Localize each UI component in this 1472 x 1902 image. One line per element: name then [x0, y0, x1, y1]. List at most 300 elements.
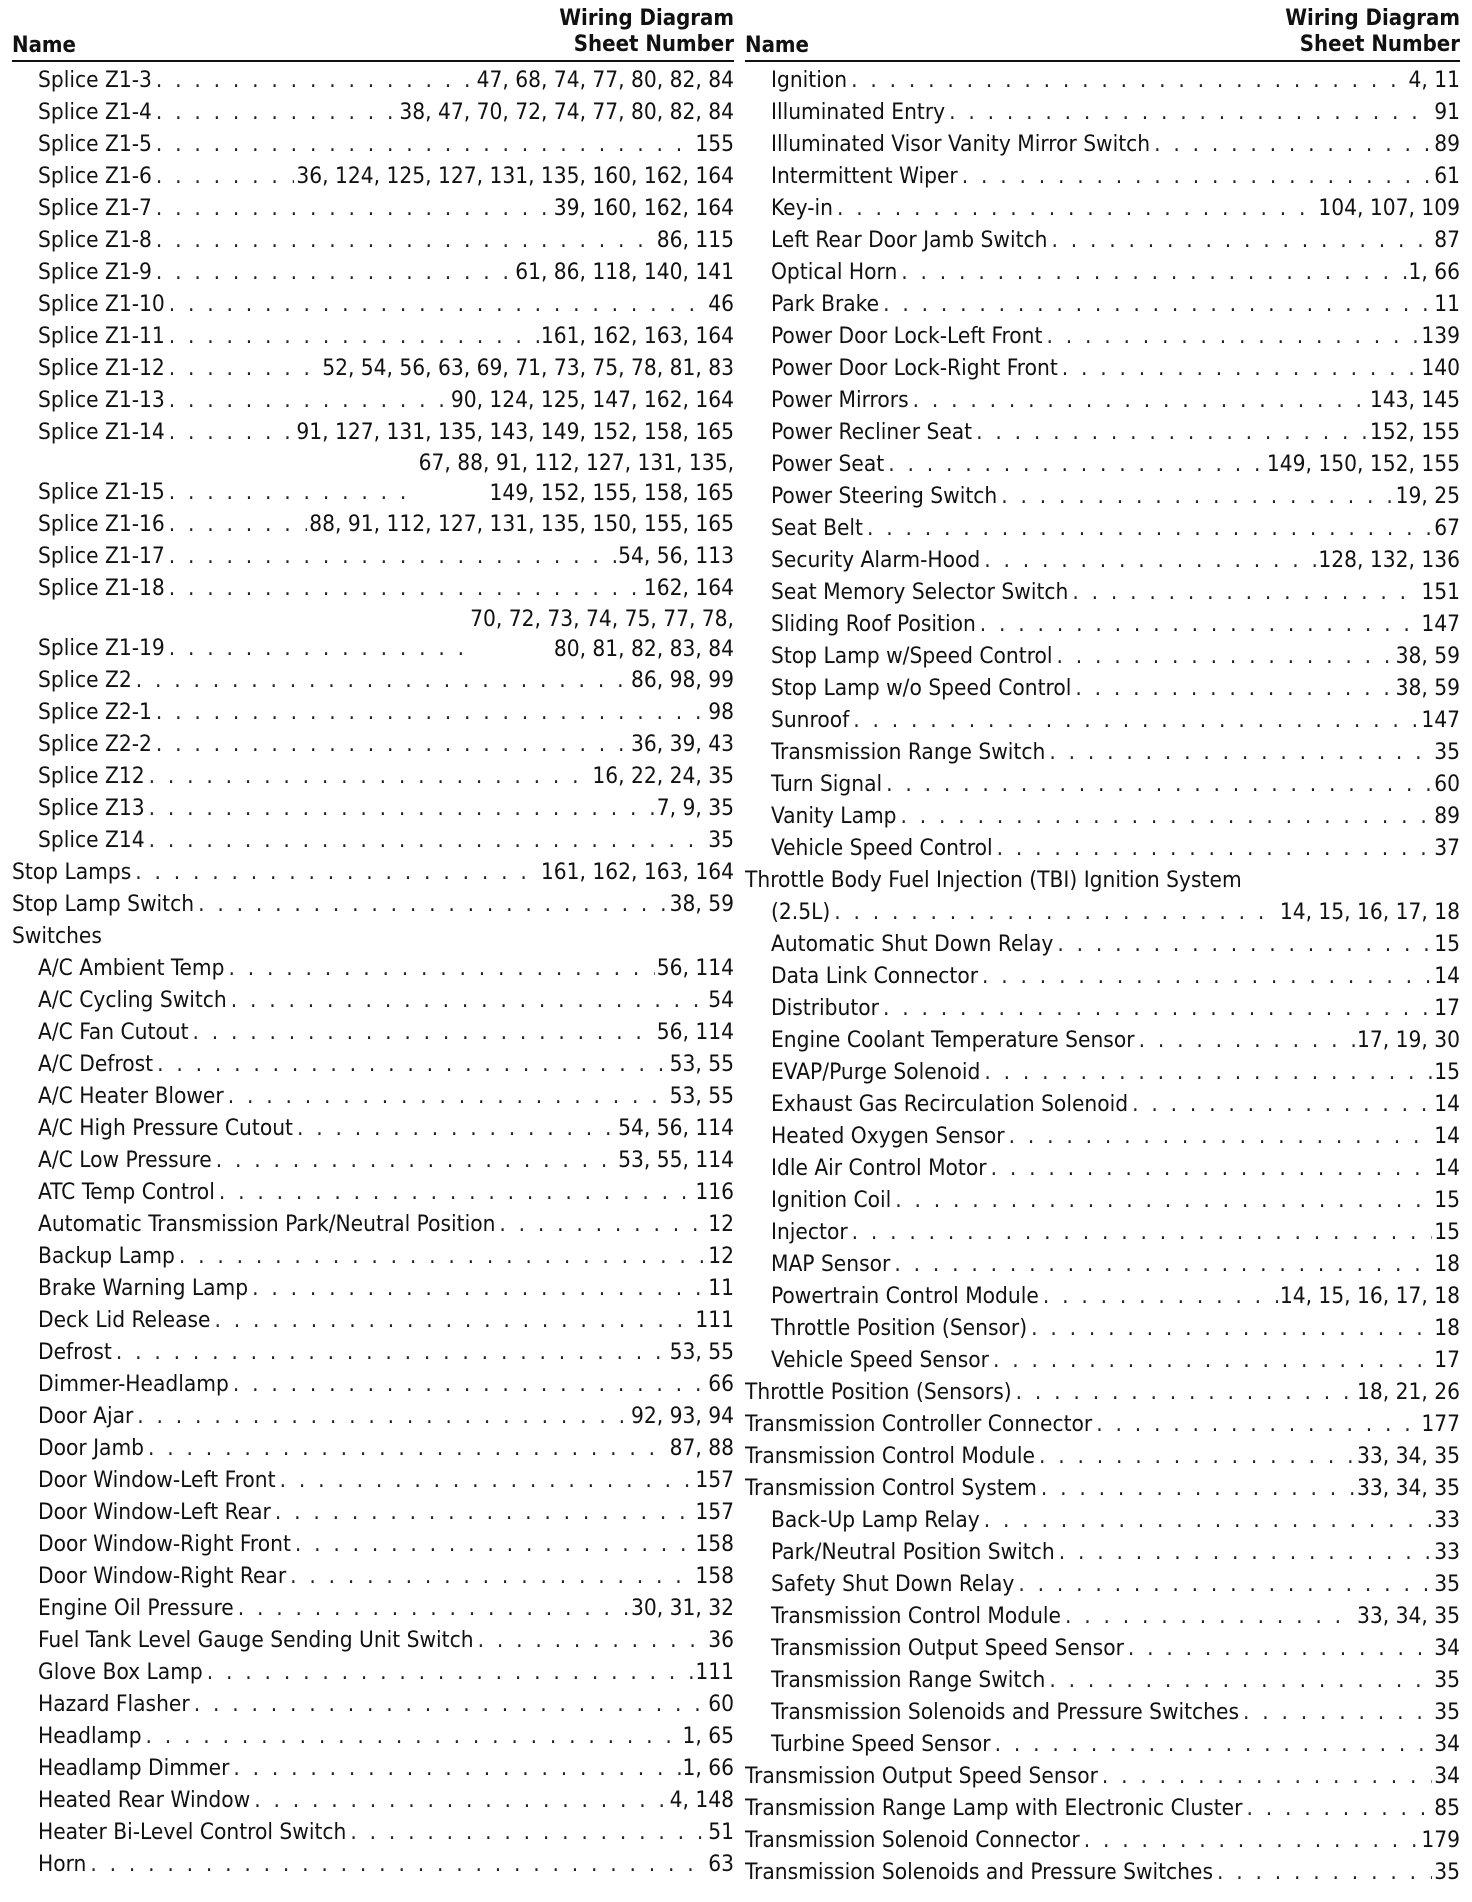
dot-leader — [976, 416, 1368, 448]
entry-sheet-numbers: 158 — [695, 1563, 734, 1589]
entry-name: EVAP/Purge Solenoid — [771, 1056, 984, 1088]
index-entry — [12, 1016, 734, 1048]
entry-sheet-numbers: 61 — [1434, 163, 1460, 189]
index-entry — [12, 1720, 734, 1752]
index-entry — [745, 1216, 1460, 1248]
entry-sheet-numbers: 53, 55 — [669, 1051, 734, 1077]
entry-name: Splice Z1-4 — [38, 96, 156, 128]
dot-leader — [895, 1184, 1432, 1216]
index-entry — [12, 664, 734, 696]
entry-name: Splice Z1-5 — [38, 128, 156, 160]
entry-name: Stop Lamp w/o Speed Control — [771, 672, 1075, 704]
entry-name: Dimmer-Headlamp — [38, 1368, 233, 1400]
dot-leader — [275, 1496, 694, 1528]
entry-name: Deck Lid Release — [38, 1304, 215, 1336]
entry-name: A/C Defrost — [38, 1048, 157, 1080]
entry-name: Splice Z2-2 — [38, 728, 156, 760]
index-entry — [12, 416, 734, 448]
index-entry — [745, 1696, 1460, 1728]
dot-leader — [169, 572, 642, 604]
entry-sheet-numbers: 15 — [1434, 1187, 1460, 1213]
entry-name: Headlamp Dimmer — [38, 1752, 233, 1784]
entry-sheet-numbers: 17, 19, 30 — [1357, 1027, 1460, 1053]
entry-sheet-numbers: 155 — [695, 131, 734, 157]
index-entry — [745, 800, 1460, 832]
entry-name: Door Window-Left Front — [38, 1464, 280, 1496]
entry-name: Splice Z13 — [38, 792, 149, 824]
entry-name: Heated Oxygen Sensor — [771, 1120, 1009, 1152]
entry-name: Stop Lamp w/Speed Control — [771, 640, 1057, 672]
entry-sheet-numbers: 4, 11 — [1408, 67, 1460, 93]
entry-name: Splice Z1-8 — [38, 224, 156, 256]
dot-leader — [156, 160, 294, 192]
index-entry — [745, 224, 1460, 256]
index-entry — [745, 992, 1460, 1024]
dot-leader — [157, 1048, 668, 1080]
entry-sheet-numbers: 54, 56, 114 — [618, 1115, 734, 1141]
dot-leader — [901, 256, 1406, 288]
entry-name: Splice Z1-11 — [38, 320, 169, 352]
index-entry — [745, 1344, 1460, 1376]
entry-sheet-numbers: 86, 98, 99 — [631, 667, 734, 693]
entry-sheet-numbers: 39, 160, 162, 164 — [553, 195, 734, 221]
dot-leader — [228, 1080, 668, 1112]
index-entry — [745, 1568, 1460, 1600]
index-entry — [745, 864, 1460, 896]
dot-leader — [156, 96, 397, 128]
entry-name: Stop Lamps — [12, 856, 135, 888]
entry-sheet-numbers: 63 — [708, 1851, 734, 1877]
entry-sheet-numbers: 36, 124, 125, 127, 131, 135, 160, 162, 164 — [296, 163, 734, 189]
entry-sheet-numbers: 36, 39, 43 — [631, 731, 734, 757]
index-entry — [12, 1368, 734, 1400]
index-entry — [745, 1472, 1460, 1504]
dot-leader — [169, 320, 539, 352]
entry-sheet-numbers: 18 — [1434, 1251, 1460, 1277]
entry-sheet-numbers: 33 — [1434, 1507, 1460, 1533]
dot-leader — [90, 1848, 706, 1880]
entry-sheet-numbers: 91, 127, 131, 135, 143, 149, 152, 158, 165 — [296, 419, 734, 445]
entry-sheet-numbers: 33, 34, 35 — [1357, 1475, 1460, 1501]
entry-name: Key-in — [771, 192, 837, 224]
dot-leader — [1001, 480, 1393, 512]
entry-name: Transmission Solenoids and Pressure Switches — [771, 1696, 1243, 1728]
entry-name: Power Steering Switch — [771, 480, 1001, 512]
entry-sheet-numbers: 161, 162, 163, 164 — [540, 859, 734, 885]
index-entry — [12, 160, 734, 192]
entry-name: Splice Z1-14 — [38, 416, 169, 448]
entry-name: Transmission Output Speed Sensor — [745, 1760, 1102, 1792]
dot-leader — [135, 856, 539, 888]
dot-leader — [156, 696, 706, 728]
dot-leader — [350, 1816, 706, 1848]
dot-leader — [1057, 928, 1432, 960]
index-entry — [745, 1408, 1460, 1440]
index-entry — [12, 1624, 734, 1656]
index-entry — [12, 1240, 734, 1272]
entry-sheet-numbers: 60 — [708, 1691, 734, 1717]
entry-name: Splice Z1-13 — [38, 384, 169, 416]
index-entry — [12, 1272, 734, 1304]
dot-leader — [156, 728, 629, 760]
column-header — [12, 8, 734, 62]
dot-leader — [1243, 1696, 1432, 1728]
dot-leader — [149, 824, 707, 856]
dot-leader — [1049, 736, 1432, 768]
entry-sheet-numbers: 17 — [1434, 1347, 1460, 1373]
index-entry — [745, 1728, 1460, 1760]
index-entry — [745, 416, 1460, 448]
dot-leader — [216, 1144, 616, 1176]
entry-name: Door Jamb — [38, 1432, 148, 1464]
index-entry — [745, 608, 1460, 640]
entry-sheet-numbers: 38, 59 — [1395, 643, 1460, 669]
entry-name: Splice Z1-10 — [38, 288, 169, 320]
entry-name: Engine Oil Pressure — [38, 1592, 238, 1624]
entry-sheet-numbers: 34 — [1434, 1635, 1460, 1661]
entry-sheet-numbers: 34 — [1434, 1763, 1460, 1789]
dot-leader — [198, 888, 668, 920]
index-entry — [745, 736, 1460, 768]
entry-name: Optical Horn — [771, 256, 901, 288]
index-entry — [12, 96, 734, 128]
index-entry — [745, 352, 1460, 384]
sheet-label-line1: Wiring Diagram — [1285, 6, 1460, 31]
entry-sheet-numbers: 35 — [1434, 1859, 1460, 1885]
index-entry — [745, 1376, 1460, 1408]
entry-sheet-numbers: 52, 54, 56, 63, 69, 71, 73, 75, 78, 81, 83 — [322, 355, 734, 381]
entry-sheet-numbers: 14, 15, 16, 17, 18 — [1279, 899, 1460, 925]
entry-name: Door Window-Left Rear — [38, 1496, 275, 1528]
entry-sheet-numbers: 1, 65 — [682, 1723, 734, 1749]
entry-sheet-numbers: 46 — [708, 291, 734, 317]
entry-sheet-numbers: 53, 55, 114 — [618, 1147, 734, 1173]
entry-sheet-numbers: 15 — [1434, 1059, 1460, 1085]
entry-sheet-numbers: 67, 88, 91, 112, 127, 131, 135, 149, 152, 155, 158, 165 — [418, 450, 734, 506]
dot-leader — [169, 632, 468, 664]
index-entry — [12, 824, 734, 856]
entry-sheet-numbers: 35 — [1434, 1699, 1460, 1725]
index-entry — [745, 1184, 1460, 1216]
index-entry — [745, 288, 1460, 320]
entry-sheet-numbers: 157 — [695, 1467, 734, 1493]
entry-name: Transmission Control Module — [771, 1600, 1065, 1632]
entry-name: Splice Z1-17 — [38, 540, 169, 572]
dot-leader — [169, 352, 320, 384]
index-entry — [745, 576, 1460, 608]
dot-leader — [233, 1368, 706, 1400]
entry-name: Throttle Position (Sensors) — [745, 1376, 1016, 1408]
index-entry — [12, 128, 734, 160]
entry-sheet-numbers: 67 — [1434, 515, 1460, 541]
dot-leader — [901, 800, 1433, 832]
entry-name: Splice Z1-9 — [38, 256, 156, 288]
index-entry — [745, 480, 1460, 512]
index-entry — [745, 1632, 1460, 1664]
entry-name: Door Window-Right Rear — [38, 1560, 290, 1592]
entry-name: Transmission Control Module — [745, 1440, 1039, 1472]
index-entry — [12, 1784, 734, 1816]
index-entry — [12, 1752, 734, 1784]
index-entry — [12, 952, 734, 984]
dot-leader — [852, 1216, 1433, 1248]
entry-sheet-numbers: 35 — [1434, 1667, 1460, 1693]
index-entry — [745, 1600, 1460, 1632]
dot-leader — [290, 1560, 693, 1592]
entry-sheet-numbers: 91 — [1434, 99, 1460, 125]
entry-sheet-numbers: 139 — [1421, 323, 1460, 349]
dot-leader — [146, 1720, 681, 1752]
entry-sheet-numbers: 56, 114 — [656, 955, 734, 981]
entry-sheet-numbers: 33, 34, 35 — [1357, 1443, 1460, 1469]
index-entry — [12, 888, 734, 920]
entry-sheet-numbers: 87, 88 — [669, 1435, 734, 1461]
dot-leader — [254, 1784, 667, 1816]
index-entry — [745, 160, 1460, 192]
dot-leader — [1128, 1632, 1432, 1664]
entry-name: Distributor — [771, 992, 883, 1024]
entry-name: Splice Z14 — [38, 824, 149, 856]
left-entry-list — [12, 64, 734, 1880]
sheet-label-line1: Wiring Diagram — [559, 6, 734, 31]
dot-leader — [136, 664, 629, 696]
index-entry — [12, 1432, 734, 1464]
entry-sheet-numbers: 161, 162, 163, 164 — [540, 323, 734, 349]
index-entry — [745, 1440, 1460, 1472]
entry-name: MAP Sensor — [771, 1248, 894, 1280]
entry-name: Park/Neutral Position Switch — [771, 1536, 1059, 1568]
entry-sheet-numbers: 35 — [1434, 739, 1460, 765]
index-entry — [745, 192, 1460, 224]
dot-leader — [1018, 1568, 1432, 1600]
entry-name: Splice Z1-18 — [38, 572, 169, 604]
dot-leader — [984, 1504, 1432, 1536]
entry-sheet-numbers: 104, 107, 109 — [1318, 195, 1460, 221]
entry-name: Splice Z1-15 — [38, 476, 169, 508]
entry-name: Illuminated Visor Vanity Mirror Switch — [771, 128, 1154, 160]
index-entry — [12, 1496, 734, 1528]
entry-sheet-numbers: 38, 47, 70, 72, 74, 77, 80, 82, 84 — [399, 99, 734, 125]
entry-name: Heater Bi-Level Control Switch — [38, 1816, 350, 1848]
entry-name: Ignition — [771, 64, 851, 96]
dot-leader — [169, 416, 295, 448]
entry-name: Engine Coolant Temperature Sensor — [771, 1024, 1139, 1056]
entry-sheet-numbers: 128, 132, 136 — [1318, 547, 1460, 573]
entry-sheet-numbers: 35 — [708, 827, 734, 853]
index-entry — [12, 696, 734, 728]
dot-leader — [837, 192, 1316, 224]
entry-sheet-numbers: 51 — [708, 1819, 734, 1845]
dot-leader — [1154, 128, 1432, 160]
index-entry — [12, 1464, 734, 1496]
entry-sheet-numbers: 60 — [1434, 771, 1460, 797]
entry-sheet-numbers: 11 — [708, 1275, 734, 1301]
index-entry — [12, 352, 734, 384]
entry-name: Left Rear Door Jamb Switch — [771, 224, 1051, 256]
entry-name: Intermittent Wiper — [771, 160, 962, 192]
index-entry — [12, 1528, 734, 1560]
index-entry — [745, 320, 1460, 352]
entry-name: Throttle Body Fuel Injection (TBI) Ignition System — [745, 864, 1246, 896]
name-column-label: Name — [745, 33, 809, 58]
dot-leader — [1139, 1024, 1355, 1056]
index-entry — [12, 224, 734, 256]
entry-sheet-numbers: 157 — [695, 1499, 734, 1525]
dot-leader — [169, 384, 449, 416]
entry-sheet-numbers: 158 — [695, 1531, 734, 1557]
dot-leader — [853, 704, 1419, 736]
dot-leader — [834, 896, 1278, 928]
dot-leader — [169, 288, 706, 320]
entry-name: A/C Ambient Temp — [38, 952, 229, 984]
entry-sheet-numbers: 54 — [708, 987, 734, 1013]
index-entry — [12, 1592, 734, 1624]
dot-leader — [169, 540, 616, 572]
entry-name: Throttle Position (Sensor) — [771, 1312, 1031, 1344]
entry-sheet-numbers: 17 — [1434, 995, 1460, 1021]
entry-name: Turn Signal — [771, 768, 886, 800]
entry-sheet-numbers: 54, 56, 113 — [618, 543, 734, 569]
entry-sheet-numbers: 19, 25 — [1395, 483, 1460, 509]
entry-sheet-numbers: 12 — [708, 1211, 734, 1237]
index-entry — [12, 1688, 734, 1720]
entry-name: Automatic Shut Down Relay — [771, 928, 1057, 960]
dot-leader — [280, 1464, 694, 1496]
index-entry — [745, 1248, 1460, 1280]
dot-leader — [297, 1112, 616, 1144]
dot-leader — [1057, 640, 1394, 672]
dot-leader — [148, 1432, 668, 1464]
dot-leader — [219, 1176, 694, 1208]
index-entry — [12, 1656, 734, 1688]
dot-leader — [1046, 320, 1419, 352]
dot-leader — [169, 476, 417, 508]
entry-name: Fuel Tank Level Gauge Sending Unit Switch — [38, 1624, 478, 1656]
index-entry — [745, 928, 1460, 960]
index-entry — [745, 896, 1460, 928]
index-entry — [745, 1312, 1460, 1344]
dot-leader — [233, 1752, 680, 1784]
entry-sheet-numbers: 66 — [708, 1371, 734, 1397]
entry-name: A/C Fan Cutout — [38, 1016, 193, 1048]
dot-leader — [156, 192, 552, 224]
index-entry — [745, 384, 1460, 416]
index-entry — [745, 1056, 1460, 1088]
dot-leader — [995, 1728, 1433, 1760]
entry-sheet-numbers: 86, 115 — [656, 227, 734, 253]
dot-leader — [194, 1688, 707, 1720]
index-entry — [745, 544, 1460, 576]
index-entry — [12, 1112, 734, 1144]
dot-leader — [997, 832, 1433, 864]
entry-name: Stop Lamp Switch — [12, 888, 198, 920]
dot-leader — [193, 1016, 655, 1048]
entry-name: Back-Up Lamp Relay — [771, 1504, 984, 1536]
index-entry — [12, 1144, 734, 1176]
index-entry — [745, 1536, 1460, 1568]
dot-leader — [1072, 576, 1419, 608]
index-entry — [12, 448, 734, 508]
entry-sheet-numbers: 14 — [1434, 1155, 1460, 1181]
entry-name: Transmission Control System — [745, 1472, 1041, 1504]
index-entry — [745, 704, 1460, 736]
entry-sheet-numbers: 1, 66 — [682, 1755, 734, 1781]
index-entry — [12, 1208, 734, 1240]
dot-leader — [984, 1056, 1432, 1088]
entry-name: Headlamp — [38, 1720, 146, 1752]
entry-sheet-numbers: 4, 148 — [669, 1787, 734, 1813]
dot-leader — [231, 984, 706, 1016]
index-entry — [745, 1824, 1460, 1856]
index-entry — [12, 1816, 734, 1848]
entry-name: Turbine Speed Sensor — [771, 1728, 995, 1760]
index-entry — [745, 256, 1460, 288]
index-entry — [745, 1152, 1460, 1184]
index-entry — [745, 1088, 1460, 1120]
entry-sheet-numbers: 149, 150, 152, 155 — [1266, 451, 1460, 477]
dot-leader — [883, 992, 1432, 1024]
entry-sheet-numbers: 18, 21, 26 — [1357, 1379, 1460, 1405]
entry-name: Transmission Solenoids and Pressure Switches — [745, 1856, 1217, 1888]
dot-leader — [851, 64, 1406, 96]
entry-name: Ignition Coil — [771, 1184, 895, 1216]
entry-name: Vanity Lamp — [771, 800, 901, 832]
sheet-number-column-label — [559, 6, 734, 58]
entry-name: Glove Box Lamp — [38, 1656, 207, 1688]
entry-sheet-numbers: 38, 59 — [1395, 675, 1460, 701]
entry-name: Splice Z12 — [38, 760, 149, 792]
dot-leader — [1075, 672, 1393, 704]
entry-sheet-numbers: 14 — [1434, 963, 1460, 989]
entry-sheet-numbers: 61, 86, 118, 140, 141 — [515, 259, 734, 285]
entry-sheet-numbers: 15 — [1434, 1219, 1460, 1245]
index-entry — [745, 448, 1460, 480]
dot-leader — [962, 160, 1432, 192]
dot-leader — [1039, 1440, 1355, 1472]
dot-leader — [156, 256, 513, 288]
entry-sheet-numbers: 116 — [695, 1179, 734, 1205]
dot-leader — [207, 1656, 694, 1688]
entry-name: Power Seat — [771, 448, 888, 480]
entry-sheet-numbers: 147 — [1421, 611, 1460, 637]
index-entry — [12, 728, 734, 760]
dot-leader — [991, 1152, 1433, 1184]
entry-name: Transmission Controller Connector — [745, 1408, 1096, 1440]
entry-name: Door Ajar — [38, 1400, 137, 1432]
entry-sheet-numbers: 88, 91, 112, 127, 131, 135, 150, 155, 165 — [309, 511, 734, 537]
entry-sheet-numbers: 90, 124, 125, 147, 162, 164 — [450, 387, 734, 413]
entry-sheet-numbers: 98 — [708, 699, 734, 725]
entry-name: ATC Temp Control — [38, 1176, 219, 1208]
index-entry — [745, 672, 1460, 704]
dot-leader — [1059, 1536, 1433, 1568]
entry-sheet-numbers: 179 — [1421, 1827, 1460, 1853]
dot-leader — [1031, 1312, 1432, 1344]
dot-leader — [116, 1336, 668, 1368]
entry-sheet-numbers: 53, 55 — [669, 1339, 734, 1365]
entry-name: Idle Air Control Motor — [771, 1152, 991, 1184]
entry-sheet-numbers: 15 — [1434, 931, 1460, 957]
entry-sheet-numbers: 34 — [1434, 1731, 1460, 1757]
dot-leader — [1051, 224, 1432, 256]
dot-leader — [894, 1248, 1432, 1280]
column-header — [745, 8, 1460, 62]
entry-name: Splice Z1-7 — [38, 192, 156, 224]
entry-name: Transmission Solenoid Connector — [745, 1824, 1084, 1856]
entry-name: Sliding Roof Position — [771, 608, 980, 640]
entry-sheet-numbers: 18 — [1434, 1315, 1460, 1341]
index-entry — [12, 856, 734, 888]
